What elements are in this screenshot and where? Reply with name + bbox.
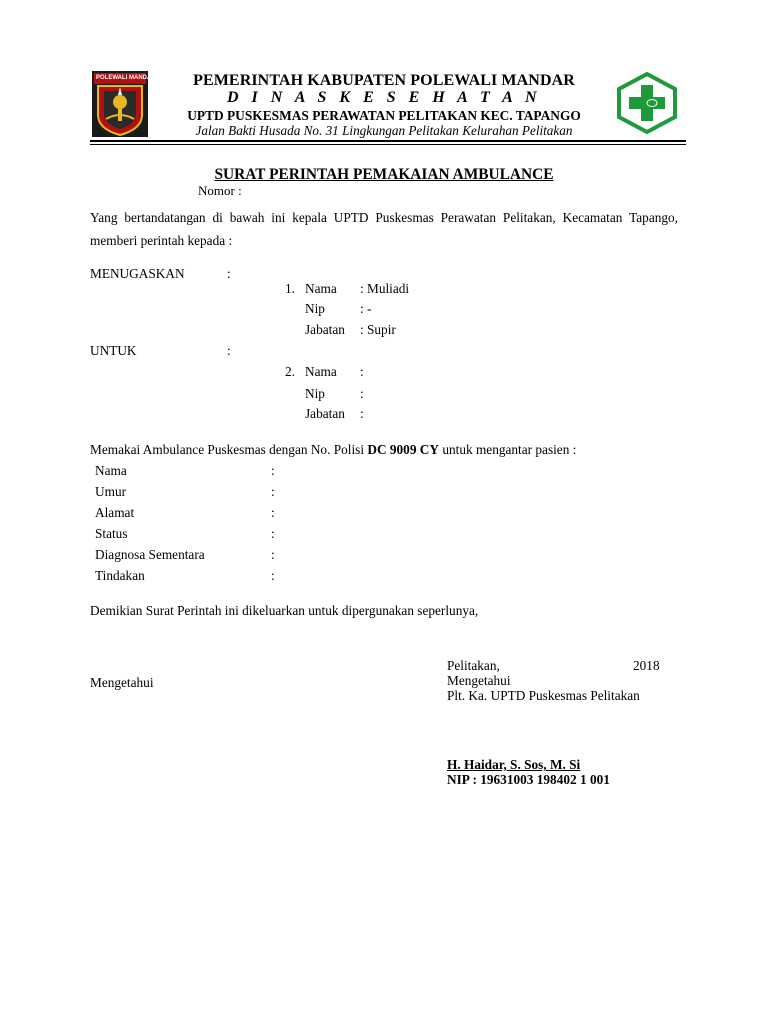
- license-plate: DC 9009 CY: [367, 442, 440, 457]
- signer-label: Mengetahui: [447, 673, 511, 688]
- patient-action-label: Tindakan: [95, 568, 145, 583]
- patient-age-label: Umur: [95, 484, 127, 499]
- for-label: UNTUK: [90, 343, 137, 358]
- document-number: Nomor :: [198, 183, 242, 198]
- signer-position: Plt. Ka. UPTD Puskesmas Pelitakan: [447, 688, 640, 703]
- closing-statement: Demikian Surat Perintah ini dikeluarkan untuk dipergunakan seperlunya,: [90, 603, 479, 618]
- ambulance-sentence: Memakai Ambulance Puskesmas dengan No. Polisi DC 9009 CY untuk mengantar pasien :: [90, 442, 577, 457]
- patient-diagnosis-colon: :: [271, 547, 275, 562]
- patient-action-colon: :: [271, 568, 275, 583]
- for-number: 2.: [285, 364, 295, 379]
- companion-nip-label: Nip: [305, 386, 325, 401]
- companion-nip-value: :: [360, 386, 364, 401]
- patient-name-label: Nama: [95, 463, 127, 478]
- patient-status-colon: :: [271, 526, 275, 541]
- signing-place: Pelitakan,: [447, 658, 500, 673]
- signer-name: H. Haidar, S. Sos, M. Si: [447, 757, 581, 772]
- header-address: Jalan Bakti Husada No. 31 Lingkungan Pelitakan Kelurahan Pelitakan: [195, 123, 573, 138]
- companion-position-label: Jabatan: [305, 406, 345, 421]
- header-department: D I N A S K E S E H A T A N: [226, 89, 541, 106]
- patient-address-colon: :: [271, 505, 275, 520]
- puskesmas-green-cross-icon: [617, 72, 677, 134]
- signing-year: 2018: [633, 658, 660, 673]
- patient-name-colon: :: [271, 463, 275, 478]
- companion-name-label: Nama: [305, 364, 337, 379]
- for-colon: :: [227, 343, 231, 358]
- header-institution: UPTD PUSKESMAS PERAWATAN PELITAKAN KEC. TAPANGO: [187, 108, 581, 123]
- assignee-position-value: : Supir: [360, 322, 396, 337]
- intro-paragraph: Yang bertandatangan di bawah ini kepala UPTD Puskesmas Perawatan Pelitakan, Kecamatan Tapango, memberi perintah kepada :: [90, 210, 678, 248]
- assignee-name-label: Nama: [305, 281, 337, 296]
- letterhead-rule-thick: [90, 140, 686, 142]
- assign-colon: :: [227, 266, 231, 281]
- assign-number: 1.: [285, 281, 295, 296]
- crest-caption: POLEWALI MANDAR: [96, 75, 156, 81]
- patient-age-colon: :: [271, 484, 275, 499]
- letterhead-rule-thin: [90, 144, 686, 145]
- header-government: PEMERINTAH KABUPATEN POLEWALI MANDAR: [193, 72, 575, 89]
- patient-diagnosis-label: Diagnosa Sementara: [95, 547, 205, 562]
- signer-nip: NIP : 19631003 198402 1 001: [447, 772, 610, 787]
- document-title: SURAT PERINTAH PEMAKAIAN AMBULANCE: [214, 166, 554, 183]
- assignee-name-value: : Muliadi: [360, 281, 410, 296]
- acknowledger-label: Mengetahui: [90, 675, 154, 690]
- assign-label: MENUGASKAN: [90, 266, 185, 281]
- patient-address-label: Alamat: [95, 505, 135, 520]
- assignee-position-label: Jabatan: [305, 322, 345, 337]
- companion-position-value: :: [360, 406, 364, 421]
- assignee-nip-value: : -: [360, 301, 372, 316]
- assignee-nip-label: Nip: [305, 301, 325, 316]
- patient-status-label: Status: [95, 526, 128, 541]
- companion-name-value: :: [360, 364, 364, 379]
